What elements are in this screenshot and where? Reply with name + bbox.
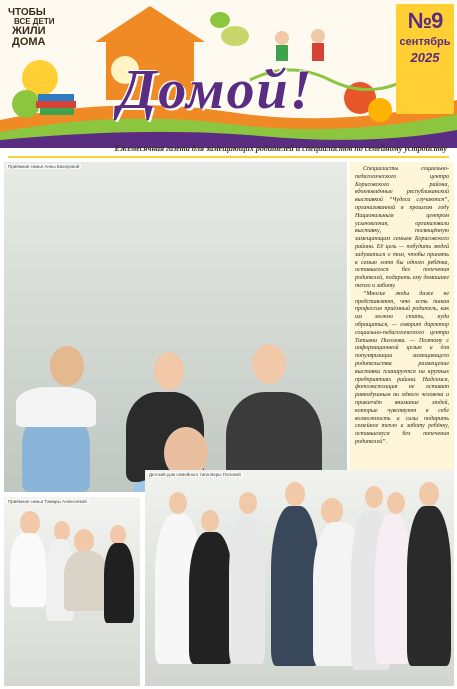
slogan-line: ЧТОБЫ xyxy=(8,7,46,18)
issue-badge xyxy=(396,4,454,114)
article xyxy=(350,162,454,487)
slogan-line: ВСЕ ДЕТИ xyxy=(14,17,55,26)
photo-caption: Детский дом семейного типа Веры Поповой xyxy=(149,472,241,477)
issue-month: сентябрь xyxy=(399,36,451,48)
masthead xyxy=(0,0,457,148)
bottom-right-family-photo xyxy=(145,470,454,686)
issue-year: 2025 xyxy=(410,50,440,65)
slogan xyxy=(8,8,68,48)
divider xyxy=(8,156,449,158)
slogan-line: ЖИЛИ xyxy=(12,25,46,37)
newspaper-title: Домой! xyxy=(118,59,314,121)
bottom-left-family-photo xyxy=(4,497,140,686)
issue-number: №9 xyxy=(407,8,443,33)
article-paragraph: “Многие люды даже не представляют, что есть такая профессия приёмный родитель, как им можно стать, куда обращаться, — говорит директор социально-педагогического центра Татьяна Полозова. — Поэтому с информационной целью и для популяризации замещающего родительства размещение выставки планируется на крупных предприятиях района. Надеемся, фотоэкспозиция не оставит равнодушным ни одного человека и привлечёт внимание людей, которые чувствуют в себе возможность и силы подарить семейное тепло и заботу ребёнку, оставшемуся без попечения родителей”. xyxy=(355,290,449,445)
photo-caption: Приёмная семья Анны Бахеровой xyxy=(8,164,80,169)
main-family-photo xyxy=(4,162,347,492)
newspaper-subtitle: Ежемесячная газета для замещающих родителей и специалистов по семейному устройству xyxy=(114,144,447,153)
article-paragraph: Специалисты социально-педагогического центра Борисовского района, вдохновлённые республиканской выставкой “Чудеса случаются”, организованной в прошлом году Национальным центром усыновления, организовали выставку, посвящённую замещающим семьям Борисовского района. Её цель — побудить людей задуматься о том, чтобы принять в семью хотя бы одного ребёнка, оставшегося без попечения родителей, подарить ему домашнее тепло и заботу. xyxy=(355,166,449,289)
photo-caption: Приёмная семья Тамары Алексеевой xyxy=(8,499,87,504)
slogan-line: ДОМА xyxy=(12,36,46,48)
